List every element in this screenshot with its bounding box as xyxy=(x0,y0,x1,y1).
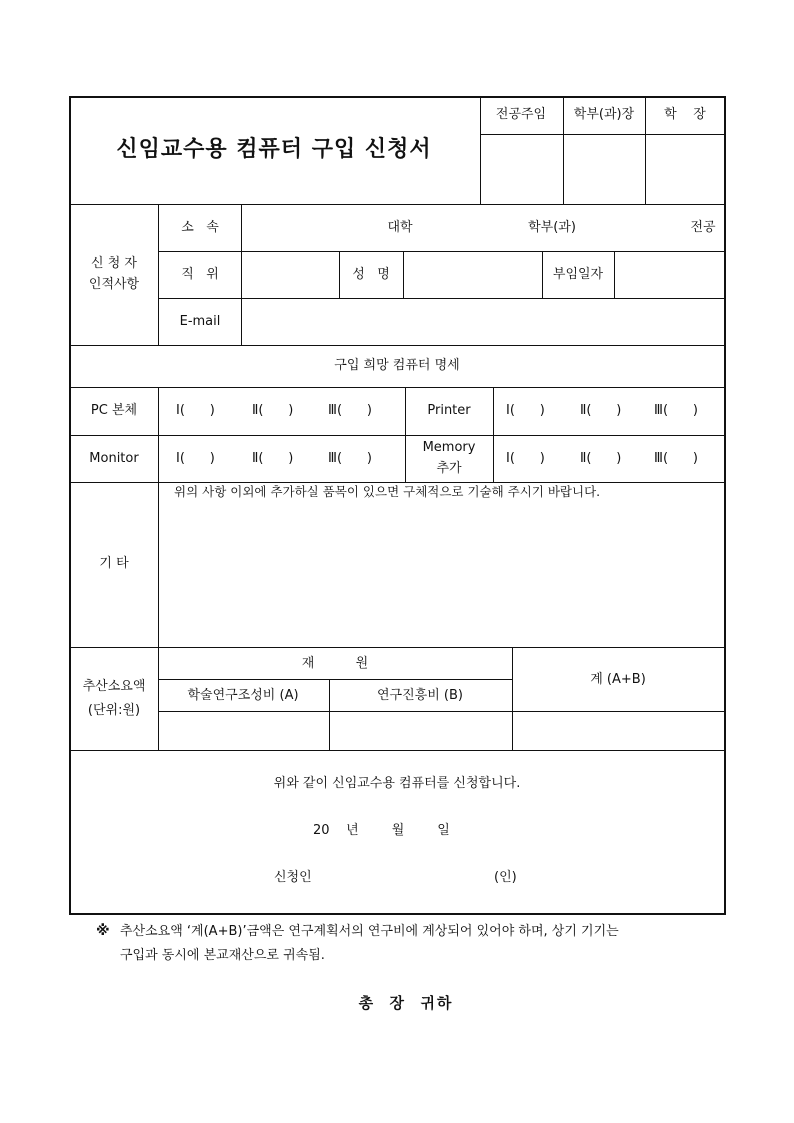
applicant-signature-field[interactable] xyxy=(322,864,490,890)
memory-option-1[interactable]: Ⅰ( ) xyxy=(506,451,545,466)
pc-option-1[interactable]: Ⅰ( ) xyxy=(176,403,215,418)
budget-label: 추산소요액 xyxy=(82,679,146,694)
college-label: 대학 xyxy=(387,220,413,235)
memory-option-2[interactable]: Ⅱ( ) xyxy=(580,451,622,466)
printer-option-2[interactable]: Ⅱ( ) xyxy=(580,403,622,418)
approval-sign-dean[interactable] xyxy=(646,135,725,204)
memory-option-3[interactable]: Ⅲ( ) xyxy=(654,451,698,466)
affiliation-label: 소 속 xyxy=(181,220,219,235)
name-field[interactable] xyxy=(404,252,541,297)
etc-label: 기 타 xyxy=(99,556,129,571)
memory-label-2: 추가 xyxy=(436,461,462,476)
applicant-section-label-2: 인적사항 xyxy=(88,277,140,292)
approval-dept-head: 학부(과)장 xyxy=(573,107,635,122)
monitor-option-2[interactable]: Ⅱ( ) xyxy=(252,451,294,466)
approval-dean: 학 장 xyxy=(664,107,706,122)
applicant-signature-label: 신청인 xyxy=(274,870,312,885)
pc-option-3[interactable]: Ⅲ( ) xyxy=(328,403,372,418)
start-date-label: 부임일자 xyxy=(552,267,604,282)
pc-body-label: PC 본체 xyxy=(90,403,138,418)
budget-unit-label: (단위:원) xyxy=(87,703,141,718)
name-label: 성 명 xyxy=(352,267,390,282)
monitor-label: Monitor xyxy=(89,451,139,466)
total-label: 계 (A+B) xyxy=(590,672,646,687)
date-line[interactable]: 20 년 월 일 xyxy=(313,823,450,838)
fund-b-label: 연구진흥비 (B) xyxy=(377,688,463,703)
etc-field[interactable] xyxy=(159,502,725,646)
funding-source-label: 재 원 xyxy=(301,656,369,671)
major-label: 전공 xyxy=(690,220,716,235)
department-label: 학부(과) xyxy=(528,220,576,235)
approval-major-head: 전공주임 xyxy=(495,107,547,122)
total-amount[interactable] xyxy=(513,712,725,750)
monitor-option-3[interactable]: Ⅲ( ) xyxy=(328,451,372,466)
note-mark: ※ xyxy=(96,923,110,939)
etc-instruction: 위의 사항 이외에 추가하실 품목이 있으면 구체적으로 기술해 주시기 바랍니다. xyxy=(174,484,601,499)
addressee: 총 장 귀하 xyxy=(358,994,454,1012)
pc-option-2[interactable]: Ⅱ( ) xyxy=(252,403,294,418)
position-field[interactable] xyxy=(242,252,338,297)
applicant-section-label: 신 청 자 xyxy=(91,256,137,271)
note-line-1: 추산소요액 ‘계(A+B)’금액은 연구계획서의 연구비에 계상되어 있어야 하며, 상기 기기는 xyxy=(120,924,619,939)
spec-header: 구입 희망 컴퓨터 명세 xyxy=(334,358,460,373)
start-date-field[interactable] xyxy=(615,252,725,297)
email-label: E-mail xyxy=(179,314,221,329)
printer-option-1[interactable]: Ⅰ( ) xyxy=(506,403,545,418)
fund-a-amount[interactable] xyxy=(159,712,328,750)
email-field[interactable] xyxy=(242,299,725,344)
printer-option-3[interactable]: Ⅲ( ) xyxy=(654,403,698,418)
memory-label: Memory xyxy=(422,440,476,455)
approval-sign-dept[interactable] xyxy=(564,135,644,204)
position-label: 직 위 xyxy=(181,267,219,282)
note-line-2: 구입과 동시에 본교재산으로 귀속됨. xyxy=(120,948,325,963)
monitor-option-1[interactable]: Ⅰ( ) xyxy=(176,451,215,466)
declaration-text: 위와 같이 신임교수용 컴퓨터를 신청합니다. xyxy=(273,776,521,791)
form-title: 신임교수용 컴퓨터 구입 신청서 xyxy=(116,136,432,162)
fund-a-label: 학술연구조성비 (A) xyxy=(187,688,299,703)
printer-label: Printer xyxy=(427,403,471,418)
seal-mark: (인) xyxy=(494,870,517,885)
fund-b-amount[interactable] xyxy=(330,712,511,750)
approval-sign-major[interactable] xyxy=(481,135,562,204)
